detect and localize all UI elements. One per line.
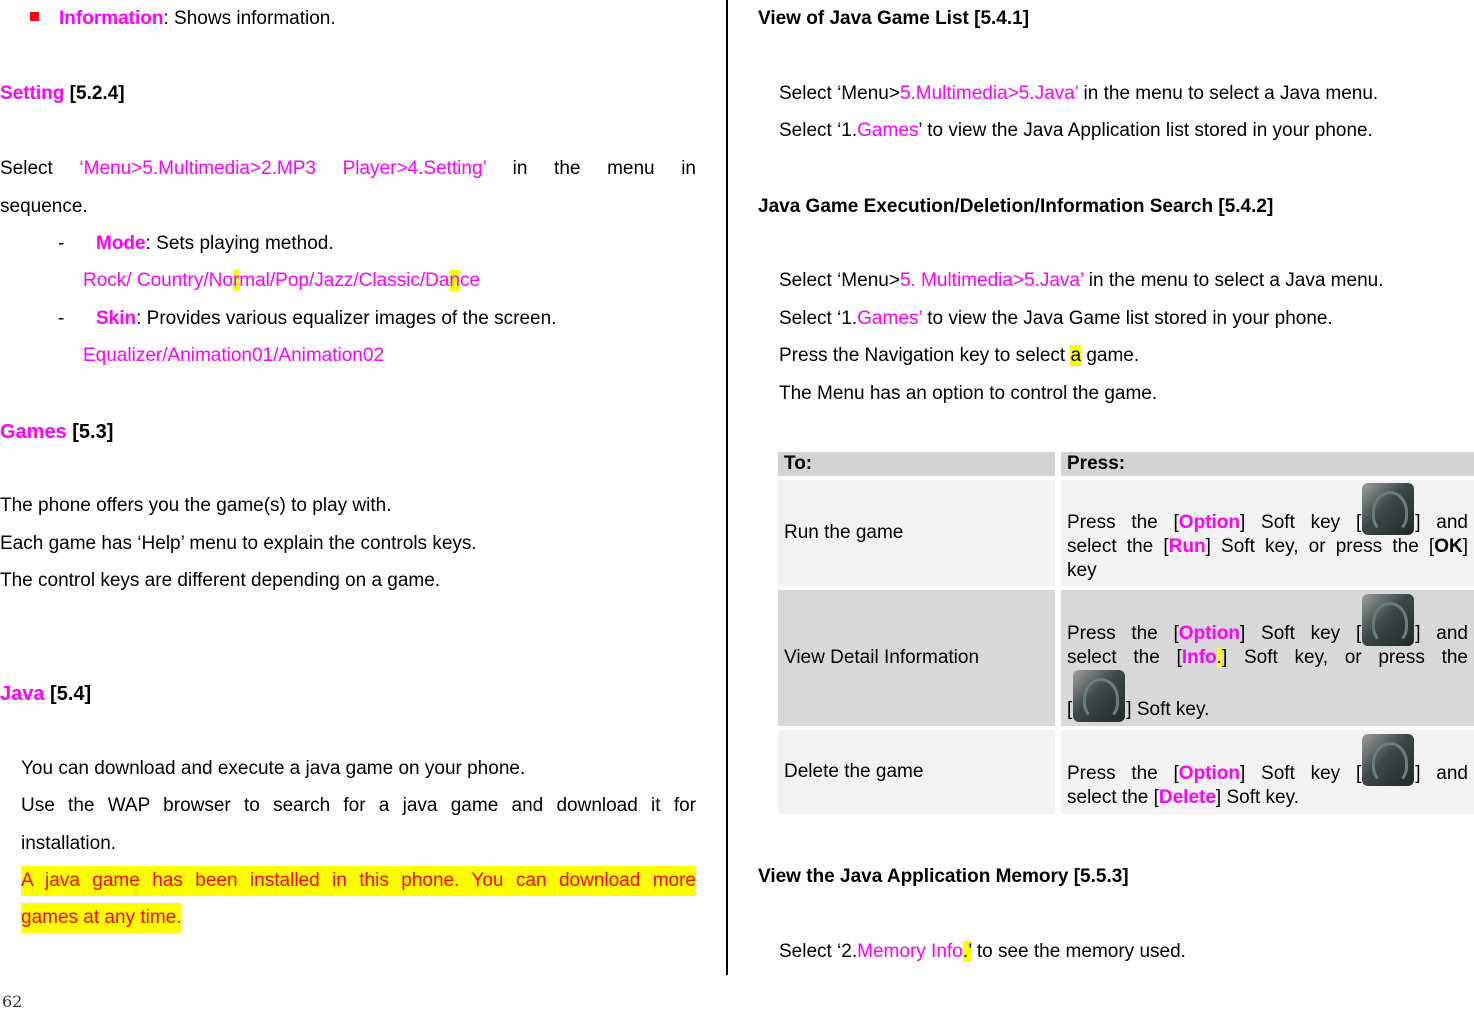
java-para-2-cont: installation. [21,833,117,854]
row-info-press: Press the [Option] Soft key [ ] and select the [Info.] Soft key, or press the [ ] Soft key. [1061,590,1474,726]
header-to: To: [778,452,1061,476]
java-para-1: You can download and execute a java game on your phone. [21,758,526,779]
table-row [778,480,1474,586]
java-exec-heading: Java Game Execution/Deletion/Information Search [5.4.2] [758,196,1274,217]
exec-line-1: Select ‘Menu>5. Multimedia>5.Java’ in the menu to select a Java menu. [779,270,1384,291]
exec-line-3: Press the Navigation key to select a game. [779,345,1140,366]
skin-options: Equalizer/Animation01/Animation02 [83,345,385,366]
setting-select-cont: sequence. [0,196,88,217]
exec-line-4: The Menu has an option to control the game. [779,383,1158,404]
setting-select-line: Select ‘Menu>5.Multimedia>2.MP3 Player>4.Setting’ in the menu in [0,158,696,179]
row-delete-to: Delete the game [778,730,1061,814]
mode-item: - Mode: Sets playing method. [58,233,334,254]
games-para-3: The control keys are different depending on a game. [0,570,441,591]
list-line-2: Select ‘1.Games’ to view the Java Application list stored in your phone. [779,120,1373,141]
page-number: 62 [2,992,23,1011]
setting-heading: Setting [5.2.4] [0,83,125,104]
table-row [778,590,1474,726]
soft-key-icon [1073,670,1125,722]
square-bullet-icon [30,12,39,21]
memory-line-1: Select ‘2.Memory Info.’ to see the memory used. [779,941,1186,962]
row-run-press: Press the [Option] Soft key [ ] and select the [Run] Soft key, or press the [OK] key [1061,480,1474,586]
soft-key-icon [1362,734,1414,786]
soft-key-icon [1362,594,1414,646]
header-press: Press: [1061,452,1474,476]
row-run-to: Run the game [778,480,1061,586]
games-para-2: Each game has ‘Help’ menu to explain the controls keys. [0,533,477,554]
exec-line-2: Select ‘1.Games’ to view the Java Game list stored in your phone. [779,308,1333,329]
games-para-1: The phone offers you the game(s) to play with. [0,495,392,516]
java-list-heading: View of Java Game List [5.4.1] [758,8,1030,29]
soft-key-icon [1362,483,1414,535]
java-heading: Java [5.4] [0,683,92,705]
row-delete-press: Press the [Option] Soft key [ ] and select the [Delete] Soft key. [1061,730,1474,814]
java-memory-heading: View the Java Application Memory [5.5.3] [758,866,1129,887]
game-controls-table [778,448,1474,818]
information-bullet: Information: Shows information. [30,7,336,31]
skin-item: - Skin: Provides various equalizer images of the screen. [58,308,557,329]
column-divider [726,0,728,975]
java-note-line-1: A java game has been installed in this phone. You can download more [21,866,696,896]
table-header-row [778,452,1474,476]
java-note-line-2: games at any time. [21,903,182,933]
table-row [778,730,1474,814]
row-info-to: View Detail Information [778,590,1061,726]
java-para-2: Use the WAP browser to search for a java game and download it for [21,795,696,816]
mode-options: Rock/ Country/Normal/Pop/Jazz/Classic/Dance [83,270,481,291]
games-heading: Games [5.3] [0,421,114,443]
list-line-1: Select ‘Menu>5.Multimedia>5.Java’ in the menu to select a Java menu. [779,83,1379,104]
